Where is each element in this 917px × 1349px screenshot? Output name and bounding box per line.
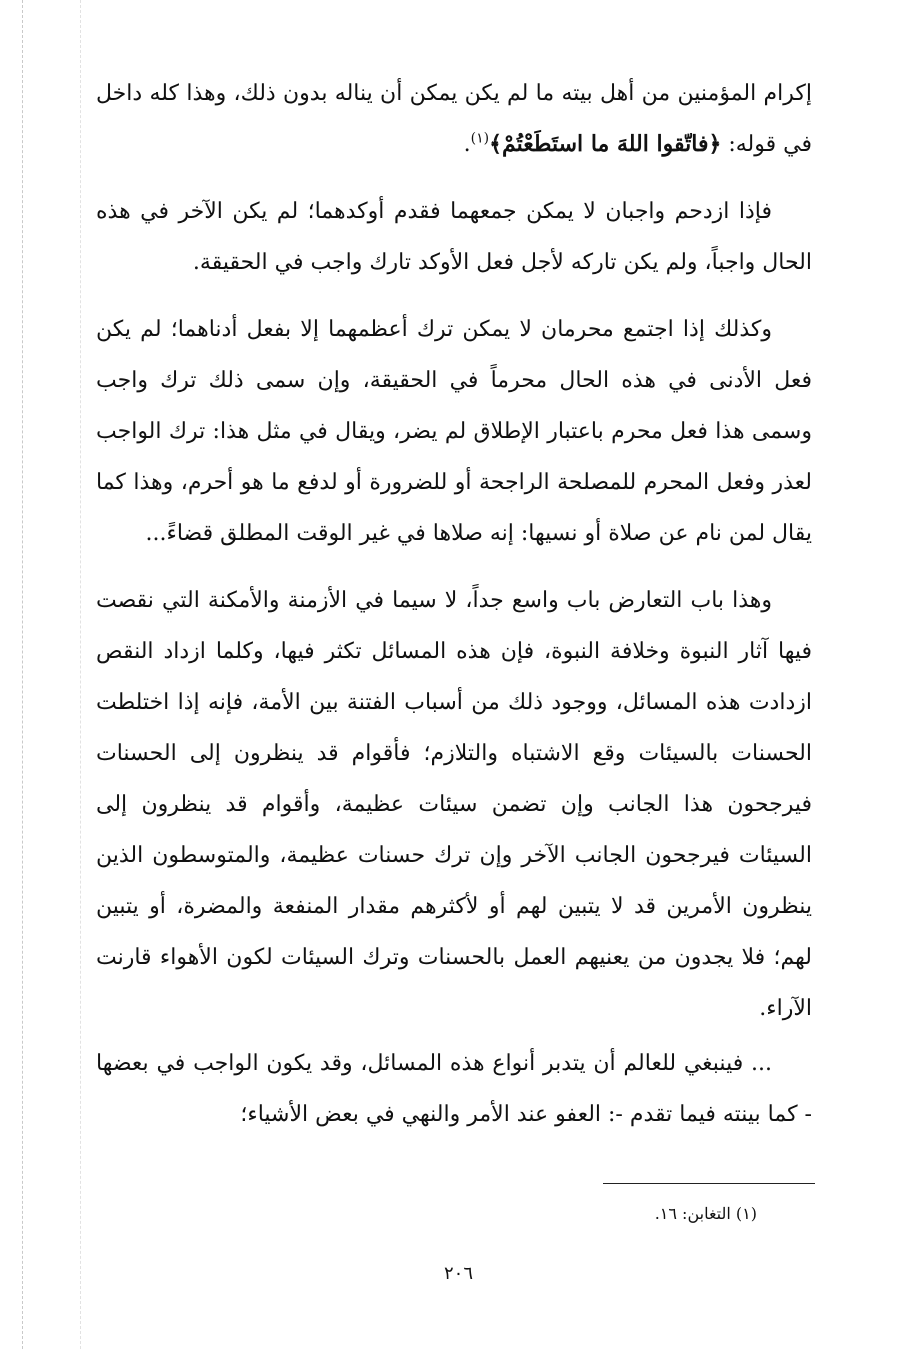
footnote-separator [603,1183,815,1184]
paragraph-1-text: إكرام المؤمنين من أهل بيته ما لم يكن يمكن أن يناله بدون ذلك، وهذا كله داخل في قوله: [96,81,812,157]
paragraph-1 [96,68,812,170]
paragraph-2-text: فإذا ازدحم واجبان لا يمكن جمعهما فقدم أوكدهما؛ لم يكن الآخر في هذه الحال واجباً، ولم يكن تاركه لأجل فعل الأوكد تارك واجب في الحقيقة. [96,199,812,275]
paragraph-4 [96,575,812,1034]
paragraph-3-text: وكذلك إذا اجتمع محرمان لا يمكن ترك أعظمهما إلا بفعل أدناهما؛ لم يكن فعل الأدنى في هذه الحال محرماً في الحقيقة، وإن سمى ذلك ترك واجب وسمى هذا فعل محرم باعتبار الإطلاق لم يضر، ويقال في مثل هذا: ترك الواجب لعذر وفعل المحرم للمصلحة الراجحة أو للضرورة أو لدفع ما هو أحرم، وهذا كما يقال لمن نام عن صلاة أو نسيها: إنه صلاها في غير الوقت المطلق قضاءً... [96,317,812,546]
paragraph-3 [96,304,812,559]
paragraph-2 [96,186,812,288]
body-text [96,68,812,1140]
footnote-reference: (١) [470,130,490,147]
footnote: (١) التغابن: ١٦. [654,1204,757,1223]
scan-margin-guide [22,0,23,1349]
page-number: ٢٠٦ [443,1263,473,1284]
paragraph-4-text: وهذا باب التعارض باب واسع جداً، لا سيما في الأزمنة والأمكنة التي نقصت فيها آثار النبوة وخلافة النبوة، فإن هذه المسائل تكثر فيها، وكلما ازداد النقص ازدادت هذه المسائل، ووجود ذلك من أسباب الفتنة بين الأمة، فإنه إذا اختلطت الحسنات بالسيئات وقع الاشتباه والتلازم؛ فأقوام قد ينظرون إلى الحسنات فيرجحون هذا الجانب وإن تضمن سيئات عظيمة، وأقوام قد ينظرون إلى السيئات فيرجحون الجانب الآخر وإن ترك حسنات عظيمة، والمتوسطون الذين ينظرون الأمرين قد لا يتبين لهم أو لأكثرهم مقدار المنفعة والمضرة، أو يتبين لهم؛ فلا يجدون من يعنيهم العمل بالحسنات وترك السيئات لكون الأهواء قارنت الآراء. [96,588,812,1021]
paragraph-1-end: . [463,132,471,157]
paragraph-5-text: ... فينبغي للعالم أن يتدبر أنواع هذه المسائل، وقد يكون الواجب في بعضها - كما بينته فيما تقدم -: العفو عند الأمر والنهي في بعض الأشياء؛ [96,1051,812,1127]
paragraph-5 [96,1038,812,1140]
scan-margin-guide [80,0,81,1349]
quran-verse: ﴿فاتّقوا اللهَ ما استَطَعْتُمْ﴾ [489,131,722,157]
